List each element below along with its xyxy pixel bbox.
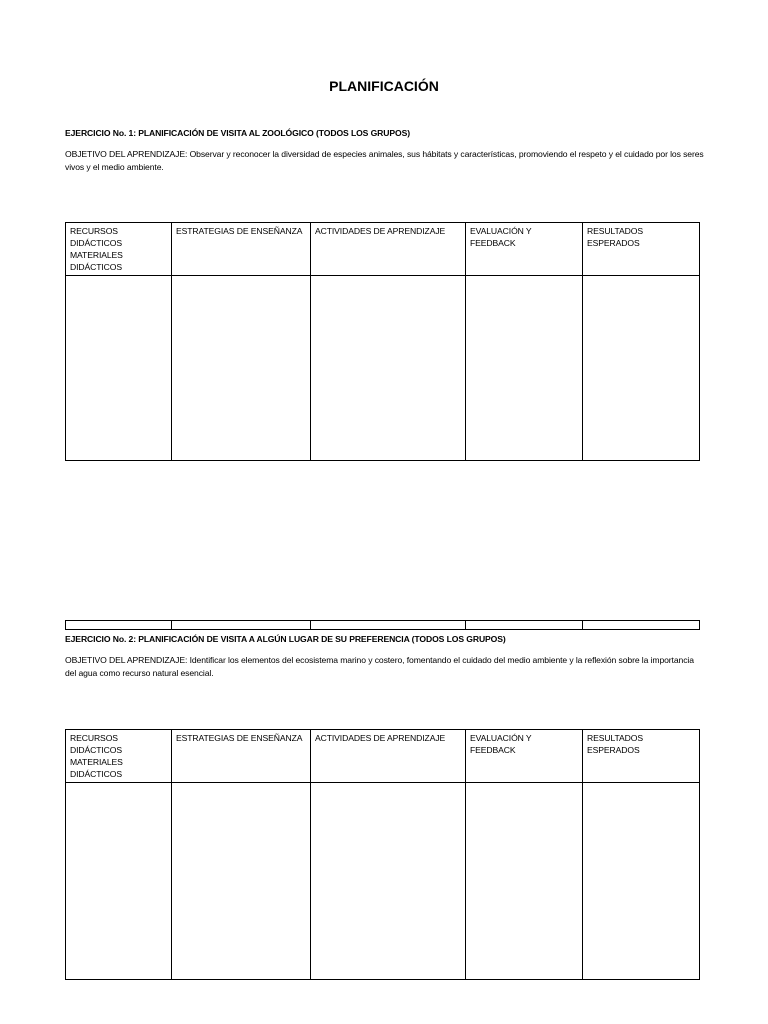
col-header-recursos-line: MATERIALES bbox=[70, 757, 123, 767]
exercise-1-table bbox=[65, 222, 700, 461]
empty-cell[interactable] bbox=[172, 621, 311, 630]
col-header-recursos-line: RECURSOS bbox=[70, 733, 118, 743]
cell-recursos[interactable] bbox=[66, 783, 172, 980]
col-header-estrategias: ESTRATEGIAS DE ENSEÑANZA bbox=[172, 223, 311, 276]
col-header-resultados: RESULTADOS ESPERADOS bbox=[583, 730, 700, 783]
exercise-2-objective: OBJETIVO DEL APRENDIZAJE: Identificar los elementos del ecosistema marino y costero, fomentando el cuidado del medio ambiente y la reflexión sobre la importancia del agua como recurso natural esencial. bbox=[65, 655, 694, 678]
cell-actividades[interactable] bbox=[311, 783, 466, 980]
col-header-recursos bbox=[66, 730, 172, 783]
table-body-row bbox=[66, 783, 700, 980]
empty-cell[interactable] bbox=[311, 621, 466, 630]
exercise-2-table bbox=[65, 729, 700, 980]
col-header-recursos-line: DIDÁCTICOS bbox=[70, 262, 122, 272]
col-header-recursos-line: DIDÁCTICOS bbox=[70, 745, 122, 755]
cell-evaluacion[interactable] bbox=[466, 783, 583, 980]
col-header-actividades: ACTIVIDADES DE APRENDIZAJE bbox=[311, 223, 466, 276]
table-row bbox=[66, 621, 700, 630]
cell-estrategias[interactable] bbox=[172, 783, 311, 980]
exercise-1-objective: OBJETIVO DEL APRENDIZAJE: Observar y reconocer la diversidad de especies animales, sus hábitats y características, promoviendo el respeto y el cuidado por los seres vivos y el medio ambiente. bbox=[65, 149, 704, 172]
col-header-recursos-line: DIDÁCTICOS bbox=[70, 238, 122, 248]
col-header-recursos-line: DIDÁCTICOS bbox=[70, 769, 122, 779]
col-header-resultados: RESULTADOS ESPERADOS bbox=[583, 223, 700, 276]
table-header-row bbox=[66, 730, 700, 783]
empty-cell[interactable] bbox=[66, 621, 172, 630]
col-header-evaluacion: EVALUACIÓN Y FEEDBACK bbox=[466, 223, 583, 276]
col-header-estrategias: ESTRATEGIAS DE ENSEÑANZA bbox=[172, 730, 311, 783]
col-header-recursos-line: RECURSOS bbox=[70, 226, 118, 236]
exercise-2-heading: EJERCICIO No. 2: PLANIFICACIÓN DE VISITA A ALGÚN LUGAR DE SU PREFERENCIA (TODOS LOS GRUPOS) bbox=[65, 634, 506, 644]
empty-cell[interactable] bbox=[466, 621, 583, 630]
cell-evaluacion[interactable] bbox=[466, 276, 583, 461]
col-header-evaluacion: EVALUACIÓN Y FEEDBACK bbox=[466, 730, 583, 783]
col-header-recursos bbox=[66, 223, 172, 276]
cell-actividades[interactable] bbox=[311, 276, 466, 461]
col-header-recursos-line: MATERIALES bbox=[70, 250, 123, 260]
cell-resultados[interactable] bbox=[583, 276, 700, 461]
empty-cell[interactable] bbox=[583, 621, 700, 630]
page-title: PLANIFICACIÓN bbox=[329, 78, 439, 94]
cell-recursos[interactable] bbox=[66, 276, 172, 461]
table-header-row bbox=[66, 223, 700, 276]
cell-resultados[interactable] bbox=[583, 783, 700, 980]
cell-estrategias[interactable] bbox=[172, 276, 311, 461]
table-body-row bbox=[66, 276, 700, 461]
empty-table-row bbox=[65, 620, 700, 630]
col-header-actividades: ACTIVIDADES DE APRENDIZAJE bbox=[311, 730, 466, 783]
exercise-1-heading: EJERCICIO No. 1: PLANIFICACIÓN DE VISITA AL ZOOLÓGICO (TODOS LOS GRUPOS) bbox=[65, 128, 411, 138]
